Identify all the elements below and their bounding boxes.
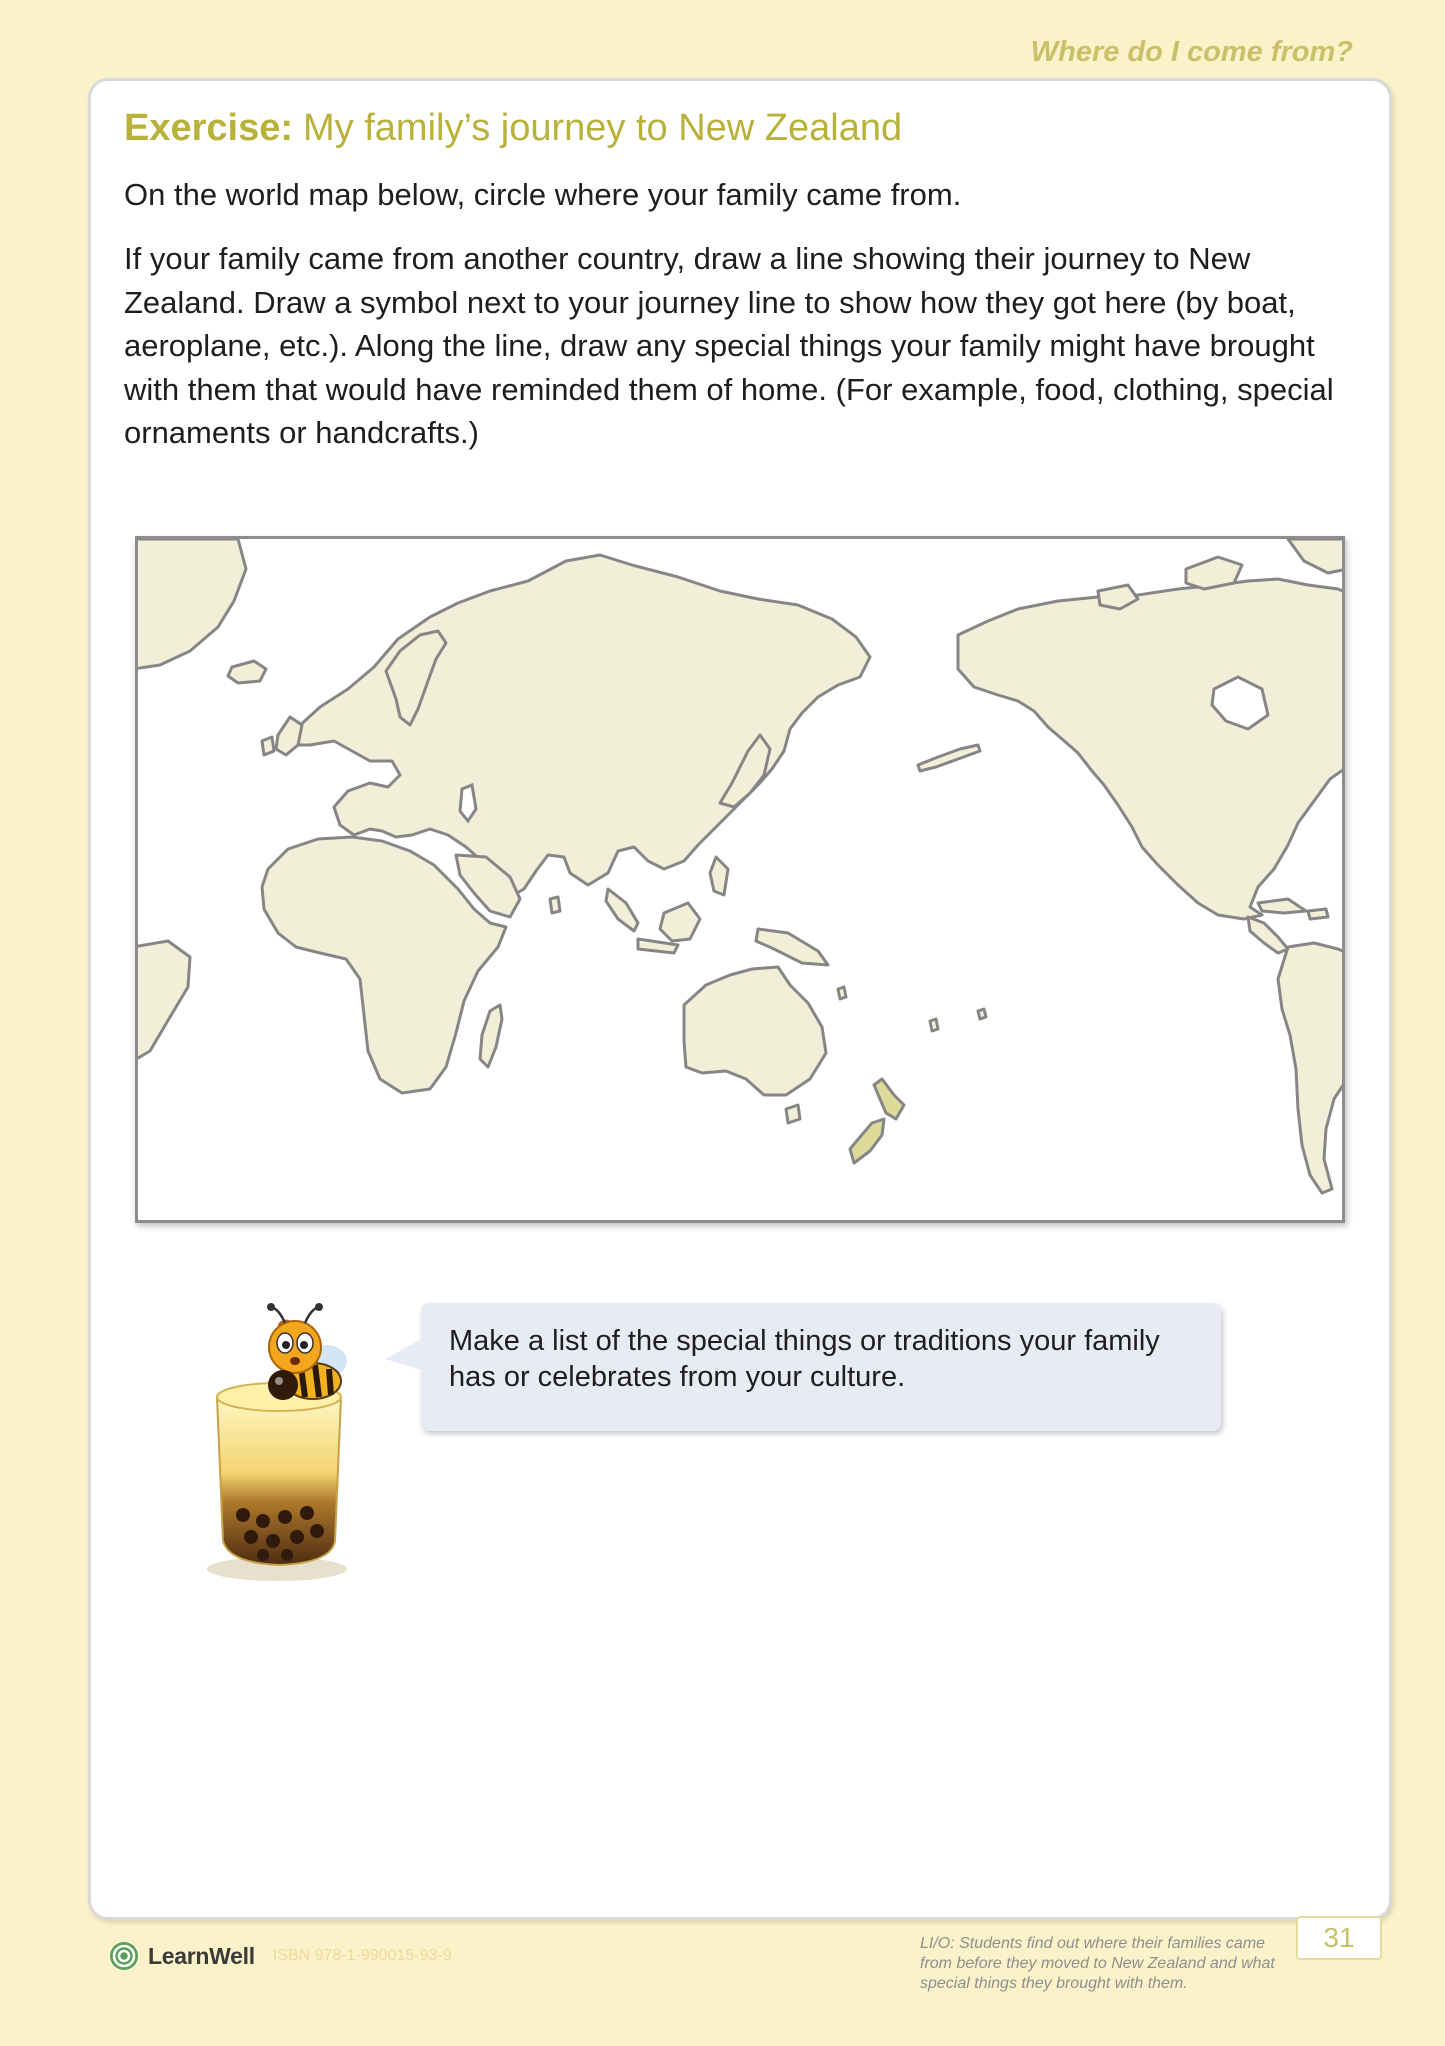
publisher-footer: [108, 1940, 452, 1972]
map-madagascar: [480, 1005, 502, 1067]
map-brazil-tip: [138, 941, 190, 1061]
isbn: ISBN 978-1-990015-93-9: [272, 1947, 452, 1964]
map-hispaniola: [1308, 909, 1328, 919]
map-philippines: [710, 857, 728, 895]
map-new-zealand-south: [850, 1119, 884, 1163]
instruction-circle-origin: On the world map below, circle where your family came from.: [124, 177, 962, 212]
running-title: Where do I come from?: [1030, 36, 1353, 68]
exercise-label: Exercise:: [124, 107, 294, 149]
learning-intention-note: LI/O: Students find out where their families came from before they moved to New Zealand and what special things they brought with them.: [920, 1935, 1275, 1992]
map-sumatra: [606, 889, 638, 931]
map-borneo: [660, 903, 700, 941]
map-greenland-west: [138, 539, 246, 669]
exercise-title: My family’s journey to New Zealand: [303, 107, 903, 149]
map-new-zealand-north: [874, 1079, 904, 1119]
map-north-america: [958, 579, 1342, 919]
map-iceland: [228, 661, 266, 683]
map-pacific-island-2: [978, 1009, 986, 1019]
page-number: 31: [1296, 1916, 1382, 1960]
world-map-svg: [138, 539, 1342, 1220]
map-sri-lanka: [550, 897, 560, 913]
map-aleutians: [918, 745, 980, 771]
world-map[interactable]: [135, 536, 1345, 1223]
map-greenland-east: [1288, 539, 1342, 573]
map-central-america: [1248, 917, 1288, 953]
exercise-panel: [88, 78, 1392, 1920]
traditions-prompt: Make a list of the special things or traditions your family has or celebrates from your culture.: [449, 1325, 1160, 1393]
map-great-britain: [276, 717, 302, 755]
map-new-guinea: [756, 929, 828, 965]
map-arctic-islands-2: [1186, 557, 1242, 589]
map-cuba: [1258, 899, 1306, 913]
learnwell-logo-icon: [108, 1940, 140, 1972]
brand-name: LearnWell: [148, 1942, 255, 1969]
exercise-heading: [124, 107, 902, 150]
map-pacific-island-1: [930, 1019, 938, 1031]
map-australia: [684, 967, 826, 1095]
map-pacific-island-3: [838, 987, 846, 999]
map-tasmania: [786, 1105, 800, 1123]
map-ireland: [262, 737, 274, 755]
bubble-tea-bee-mascot: [201, 1301, 381, 1591]
speech-bubble-tail: [385, 1337, 425, 1377]
speech-bubble: [421, 1303, 1221, 1431]
map-south-america: [1278, 943, 1342, 1193]
instruction-draw-journey: If your family came from another country, draw a line showing their journey to New Zealand. Draw a symbol next to your journey line to show how they got here (by boat, aeroplane, etc.). Along the line, draw any special things your family might have brought with them that would have reminded them of home. (For example, food, clothing, special ornaments or handcrafts.): [124, 241, 1334, 450]
